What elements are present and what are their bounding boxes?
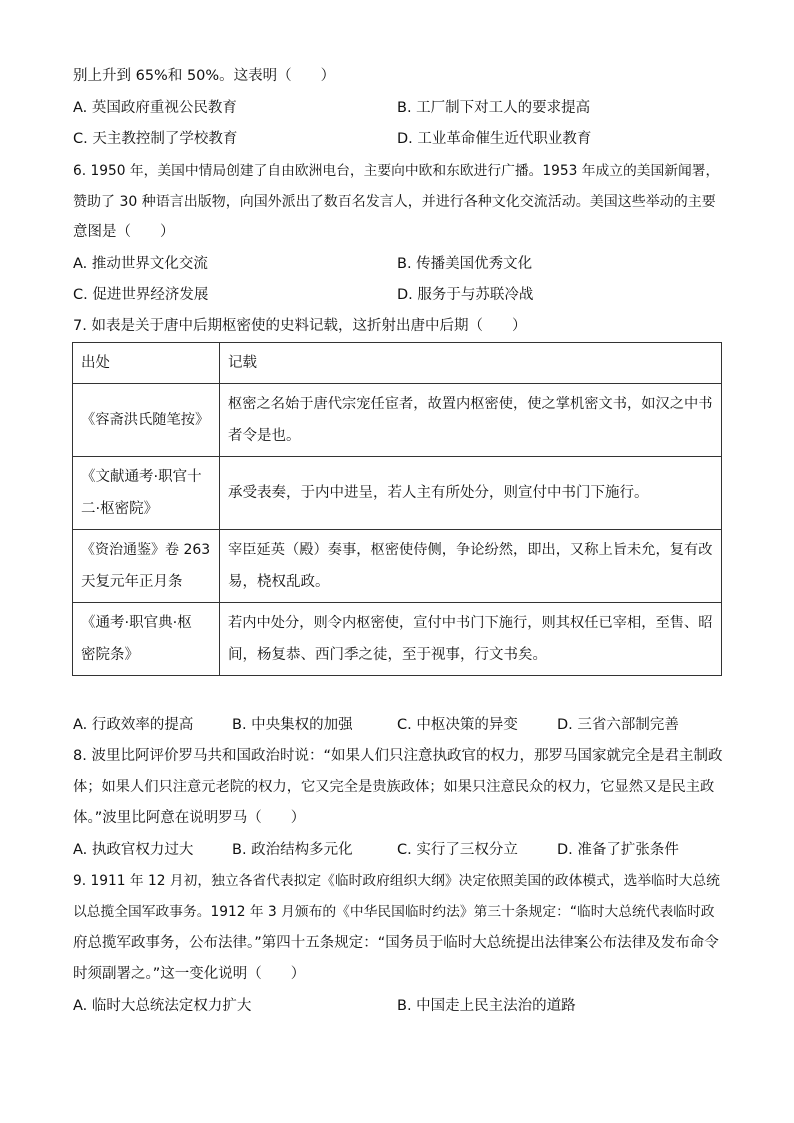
- q5-option-b[interactable]: B. 工厂制下对工人的要求提高: [397, 100, 591, 116]
- q8-stem-line: 体；如果人们只注意元老院的权力，它又完全是贵族政体；如果只注意民众的权力，它显然又是民主政: [73, 779, 715, 795]
- q8-option-a[interactable]: A. 执政官权力过大: [73, 842, 194, 858]
- q9-stem-line: 府总揽军政事务，公布法律。”第四十五条规定：“国务员于临时大总统提出法律案公布法律及发布命令: [73, 935, 719, 951]
- q6-stem-line: 6. 1950 年，美国中情局创建了自由欧洲电台，主要向中欧和东欧进行广播。1953 年成立的美国新闻署，: [73, 163, 720, 179]
- q9-option-a[interactable]: A. 临时大总统法定权力扩大: [73, 998, 252, 1014]
- cell-line: 枢密之名始于唐代宗宠任宦者，故置内枢密使，使之掌机密文书，如汉之中书: [228, 396, 713, 412]
- q7-option-a[interactable]: A. 行政效率的提高: [73, 717, 194, 733]
- q6-option-b[interactable]: B. 传播美国优秀文化: [397, 256, 533, 272]
- cell-line: 《文献通考·职官十: [81, 469, 202, 485]
- cell-line: 《容斋洪氏随笔按》: [81, 412, 210, 428]
- q6-option-a[interactable]: A. 推动世界文化交流: [73, 256, 208, 272]
- cell-line: 间，杨复恭、西门季之徒，至于视事，行文书矣。: [228, 647, 547, 663]
- q6-stem-line: 赞助了 30 种语言出版物，向国外派出了数百名发言人，并进行各种文化交流活动。美国这些举动的主要: [73, 194, 716, 210]
- cell-line: 密院条》: [81, 647, 139, 663]
- cell-line: 天复元年正月条: [81, 574, 183, 590]
- q7-stem: 7. 如表是关于唐中后期枢密使的史料记载，这折射出唐中后期（ ）: [73, 318, 527, 334]
- table-row: [73, 603, 722, 676]
- table-cell-source: [73, 530, 220, 603]
- q7-option-d[interactable]: D. 三省六部制完善: [557, 717, 679, 733]
- table-row: [73, 457, 722, 530]
- q9-stem-line: 以总揽全国军政事务。1912 年 3 月颁布的《中华民国临时约法》第三十条规定：“临时大总统代表临时政: [73, 904, 715, 920]
- table-cell-source: [73, 384, 220, 457]
- cell-line: 宰臣延英（殿）奏事，枢密使侍侧，争论纷然，即出，又称上旨未允，复有改: [228, 542, 713, 558]
- q7-source-table: [72, 342, 722, 676]
- q6-option-c[interactable]: C. 促进世界经济发展: [73, 287, 209, 303]
- cell-line: 《通考·职官典·枢: [81, 615, 192, 631]
- table-cell-source: [73, 457, 220, 530]
- table-header-record: 记载: [220, 343, 722, 384]
- table-header-row: [73, 343, 722, 384]
- cell-line: 若内中处分，则令内枢密使，宣付中书门下施行，则其权任已宰相，至售、昭: [228, 615, 713, 631]
- table-row: [73, 530, 722, 603]
- q9-option-b[interactable]: B. 中国走上民主法治的道路: [397, 998, 576, 1014]
- table-header-source: 出处: [73, 343, 220, 384]
- cell-line: 者令是也。: [228, 428, 301, 444]
- table-cell-record: [220, 530, 722, 603]
- table-row: [73, 384, 722, 457]
- q5-option-a[interactable]: A. 英国政府重视公民教育: [73, 100, 237, 116]
- q8-stem-line: 体。”波里比阿意在说明罗马（ ）: [73, 810, 306, 826]
- cell-line: 二·枢密院》: [81, 501, 159, 517]
- q5-stem-end: 别上升到 65%和 50%。这表明（ ）: [73, 68, 336, 84]
- q8-option-b[interactable]: B. 政治结构多元化: [232, 842, 353, 858]
- q7-option-b[interactable]: B. 中央集权的加强: [232, 717, 353, 733]
- table-cell-record: [220, 603, 722, 676]
- table-cell-source: [73, 603, 220, 676]
- q8-option-d[interactable]: D. 准备了扩张条件: [557, 842, 679, 858]
- q8-stem-line: 8. 波里比阿评价罗马共和国政治时说：“如果人们只注意执政官的权力，那罗马国家就完全是君主制政: [73, 748, 723, 764]
- cell-line: 易，桡权乱政。: [228, 574, 330, 590]
- q5-option-c[interactable]: C. 天主教控制了学校教育: [73, 131, 238, 147]
- cell-line: 《资治通鉴》卷 263: [81, 542, 211, 558]
- table-cell-record: [220, 457, 722, 530]
- q9-stem-line: 时须副署之。”这一变化说明（ ）: [73, 966, 306, 982]
- q6-option-d[interactable]: D. 服务于与苏联冷战: [397, 287, 534, 303]
- table-cell-record: [220, 384, 722, 457]
- q5-option-d[interactable]: D. 工业革命催生近代职业教育: [397, 131, 592, 147]
- q7-option-c[interactable]: C. 中枢决策的异变: [397, 717, 518, 733]
- q9-stem-line: 9. 1911 年 12 月初，独立各省代表拟定《临时政府组织大纲》决定依照美国的政体模式，选举临时大总统: [73, 873, 720, 889]
- q6-stem-line: 意图是（ ）: [73, 224, 175, 240]
- cell-line: 承受表奏，于内中进呈，若人主有所处分，则宣付中书门下施行。: [228, 485, 649, 501]
- q8-option-c[interactable]: C. 实行了三权分立: [397, 842, 518, 858]
